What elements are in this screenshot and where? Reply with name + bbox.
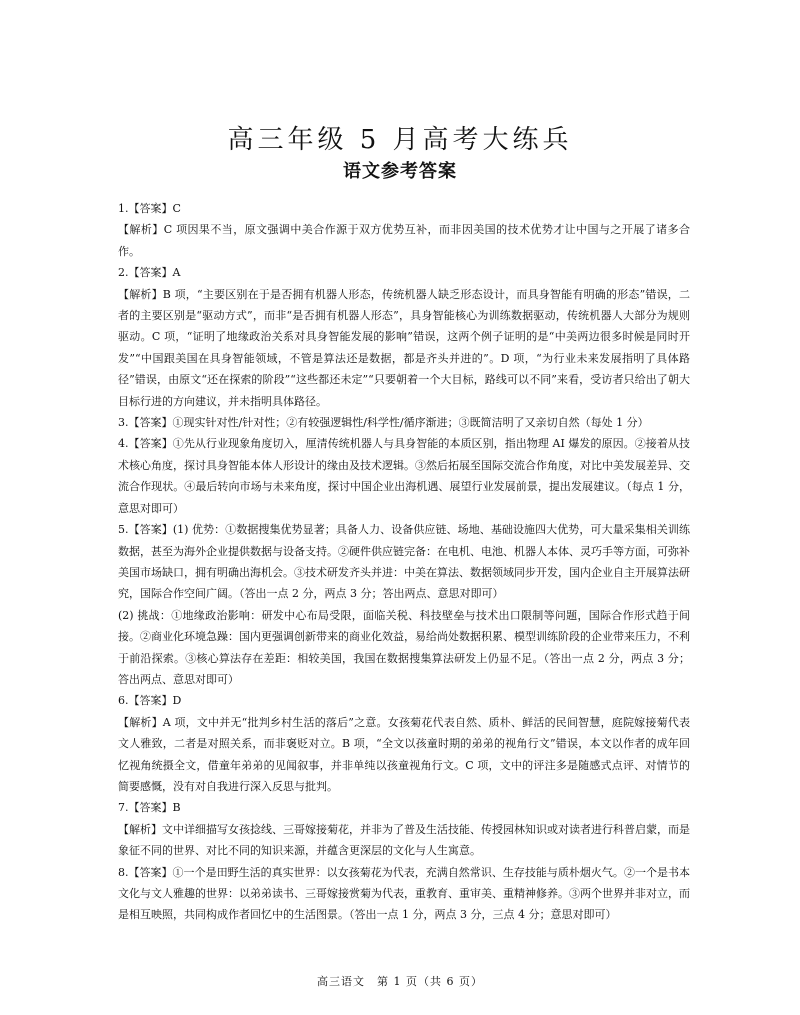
- page-subtitle: 语文参考答案: [343, 161, 457, 182]
- answer-item: [118, 433, 690, 519]
- answer-item: [118, 198, 690, 262]
- answer-item: [118, 519, 690, 690]
- answer-item: [118, 690, 690, 797]
- answer-heading: 3.【答案】①现实针对性/针对性；②有较强逻辑性/科学性/循序渐进；③既简洁明了又亲切自然（每处 1 分）: [118, 416, 649, 430]
- answer-item: [118, 797, 690, 861]
- answer-heading: 6.【答案】D: [118, 694, 182, 708]
- answer-heading: 1.【答案】C: [118, 202, 181, 215]
- page-title: 高三年级 5 月高考大练兵: [227, 125, 573, 155]
- answer-item: [118, 412, 690, 433]
- answer-heading: 5.【答案】(1) 优势：①数据搜集优势显著；具备人力、设备供应链、场地、基础设施四大优势，可大量采集相关训练数据，甚至为海外企业提供数据与设备支持。②硬件供应链完备：在电机、电池、机器人本体、灵巧手等方面，可弥补美国市场缺口，拥有明确出海机会。③技术研发齐头并进：中美在算法、数据领域同步开发，国内企业自主开展算法研究，国际合作空间广阔。（答出一点 2 分，两点 3 分；答出两点、意思对即可）: [118, 523, 690, 601]
- answer-explanation: 【解析】C 项因果不当，原文强调中美合作源于双方优势互补，而非因美国的技术优势才让中国与之开展了诸多合作。: [118, 223, 690, 258]
- page-footer: 高三语文 第 1 页（共 6 页）: [317, 975, 483, 988]
- answer-explanation: (2) 挑战：①地缘政治影响：研发中心布局受限，面临关税、科技壁垒与技术出口限制等问题，国际合作形式趋于间接。②商业化环境急躁：国内更强调创新带来的商业化效益，易给尚处数据积累、模型训练阶段的企业带来压力，不利于前沿探索。③核心算法存在差距：相较美国，我国在数据搜集算法研发上仍显不足。（答出一点 2 分，两点 3 分；答出两点、意思对即可）: [118, 608, 690, 686]
- answer-explanation: 【解析】A 项，文中并无“批判乡村生活的落后”之意。女孩菊花代表自然、质朴、鲜活的民间智慧，庭院嫁接菊代表文人雅致，二者是对照关系，而非褒贬对立。B 项，“全文以孩童时期的弟弟的视角行文”错误，本文以作者的成年回忆视角统摄全文，借童年弟弟的见闻叙事，并非单纯以孩童视角行文。C 项，文中的评注多是随感式点评、对情节的简要感慨，没有对自我进行深入反思与批判。: [118, 715, 690, 793]
- answer-item: [118, 862, 690, 926]
- answer-heading: 2.【答案】A: [118, 266, 181, 280]
- answer-explanation: 【解析】B 项，“主要区别在于是否拥有机器人形态，传统机器人缺乏形态设计，而具身智能有明确的形态”错误，二者的主要区别是“驱动方式”，而非“是否拥有机器人形态”，具身智能核心为训练数据驱动，传统机器人大部分为规则驱动。C 项，“证明了地缘政治关系对具身智能发展的影响”错误，这两个例子证明的是“中美两边很多时候是同时开发”“中国跟美国在具身智能领域，不管是算法还是数据，都是齐头并进的”。D 项，“为行业未来发展指明了具体路径”错误，由原文“还在探索的阶段”“这些都还未定”“只要朝着一个大目标，路线可以不同”来看，受访者只给出了朝大目标行进的方向建议，并未指明具体路径。: [118, 287, 690, 408]
- answer-list: [118, 198, 690, 926]
- answer-heading: 4.【答案】①先从行业现象角度切入，厘清传统机器人与具身智能的本质区别，指出物理 AI 爆发的原因。②接着从技术核心角度，探讨具身智能本体人形设计的缘由及技术逻辑。③然后拓展至国际交流合作角度，对比中美发展差异、交流合作现状。④最后转向市场与未来角度，探讨中国企业出海机遇、展望行业发展前景，提出发展建议。（每点 1 分，意思对即可）: [118, 437, 690, 515]
- answer-heading: 8.【答案】①一个是田野生活的真实世界：以女孩菊花为代表，充满自然常识、生存技能与质朴烟火气。②一个是书本文化与文人雅趣的世界：以弟弟读书、三哥嫁接赏菊为代表，重教育、重审美、重精神修养。③两个世界并非对立，而是相互映照，共同构成作者回忆中的生活图景。（答出一点 1 分，两点 3 分，三点 4 分；意思对即可）: [118, 865, 690, 922]
- answer-item: [118, 262, 690, 412]
- answer-explanation: 【解析】文中详细描写女孩捻线、三哥嫁接菊花，并非为了普及生活技能、传授园林知识或对读者进行科普启蒙，而是象征不同的世界、对比不同的知识来源，并蕴含更深层的文化与人生寓意。: [118, 822, 690, 858]
- answer-heading: 7.【答案】B: [118, 801, 181, 815]
